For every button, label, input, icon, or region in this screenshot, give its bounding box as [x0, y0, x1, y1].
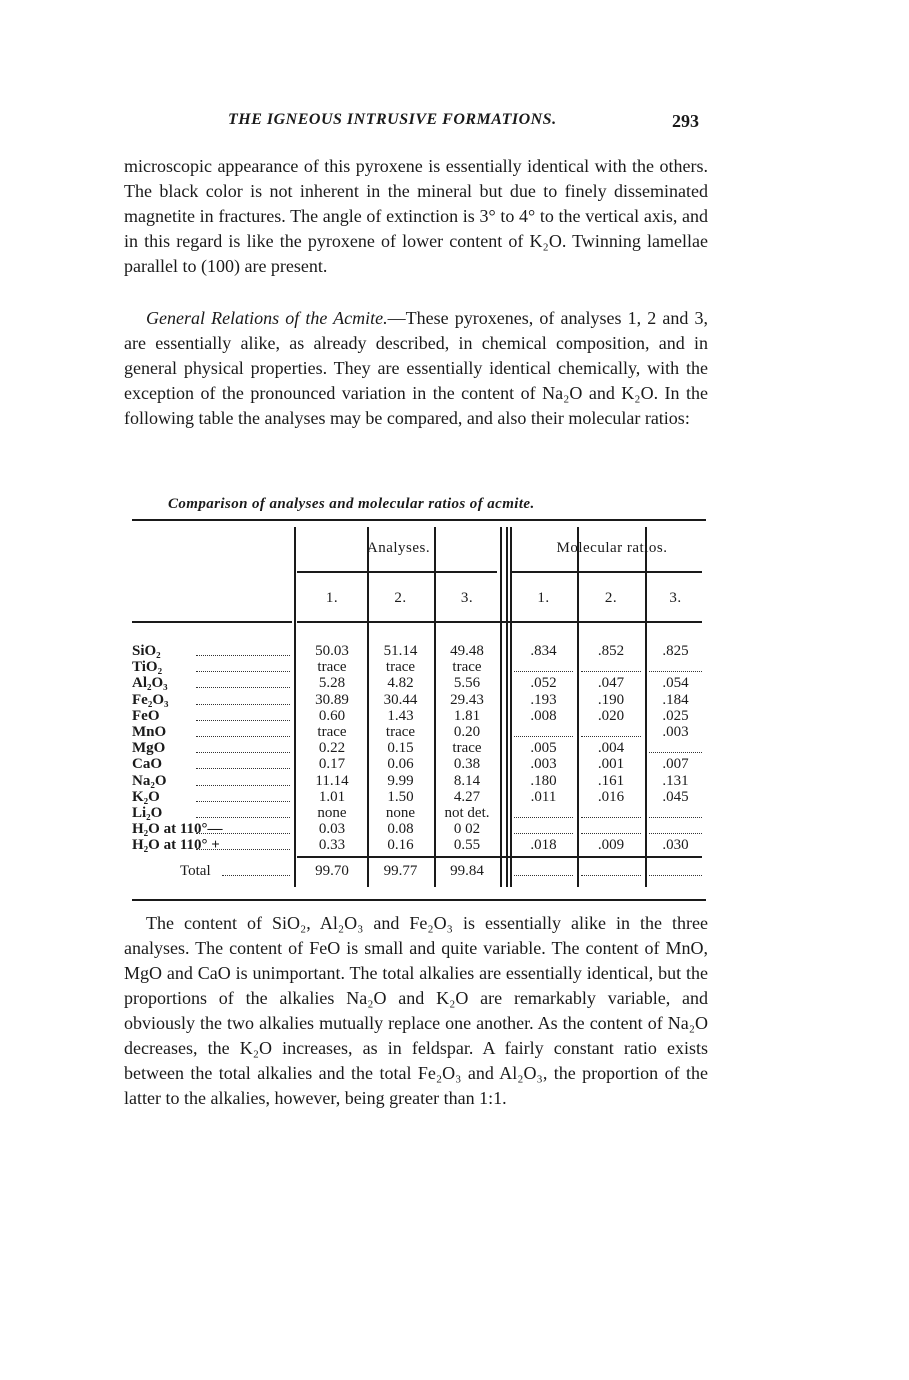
- label-leader: [196, 785, 290, 786]
- row-label: MgO: [132, 740, 166, 757]
- table-cell: 0.38: [453, 756, 481, 773]
- table-cell: trace: [385, 724, 416, 740]
- empty-cell-leader: [649, 833, 702, 834]
- paragraph-1-text: microscopic appearance of this pyroxene is essentially identical with the others. The black color is not inherent in the mineral but due to finely disseminated magnetite in fractures. The angle of extinction is 3° to 4° to the vertical axis, and in this regard is like the pyroxene of lower content of K₂O. Twinning lamellae parallel to (100) are present.: [124, 156, 708, 276]
- table-cell: .054: [662, 675, 689, 692]
- paragraph-2-text: —These pyroxenes, of analyses 1, 2 and 3, are essentially alike, as already described, in chemical composition, and in general physical properties. They are essentially identical chemically, with the exception of the pronounced variation in the content of Na₂O and K₂O. In the following table the analyses may be compared, and also their molecular ratios:: [124, 308, 708, 428]
- empty-cell-leader: [649, 752, 702, 753]
- molecular-ratios-header: Molecular ratios.: [556, 540, 668, 556]
- table-cell: .003: [530, 756, 557, 773]
- table-cell: .852: [597, 643, 625, 659]
- table-cell: .003: [662, 724, 689, 740]
- table-cell: trace: [452, 659, 482, 676]
- paragraph-3-text: The content of SiO₂, Al₂O₃ and Fe₂O₃ is essentially alike in the three analyses. The content of FeO is small and quite variable. The content of MnO, MgO and CaO is unimportant. The total alkalies are essentially identical, but the proportions of the alkalies Na₂O and K₂O are remarkably variable, and obviously the two alkalies mutually replace one another. As the content of Na₂O decreases, the K₂O increases, as in feldspar. A fairly constant ratio exists between the total alkalies and the total Fe₂O₃ and Al₂O₃, the proportion of the latter to the alkalies, however, being greater than 1:1.: [124, 913, 708, 1108]
- table-cell: .180: [530, 772, 557, 789]
- total-leader: [222, 875, 290, 876]
- row-label: Li₂O: [132, 805, 163, 821]
- table-cell: 0.15: [387, 740, 414, 757]
- row-label: CaO: [132, 756, 162, 773]
- table-caption: Comparison of analyses and molecular ratios of acmite.: [168, 496, 535, 512]
- row-label: TiO₂: [132, 659, 163, 676]
- column-number: 1.: [325, 590, 339, 606]
- table-cell: 0.08: [387, 821, 414, 838]
- column-rule: [500, 527, 502, 887]
- table-cell: .045: [662, 788, 689, 805]
- table-cell: none: [385, 805, 416, 821]
- table-cell: 0.06: [387, 756, 414, 773]
- total-cell: 99.77: [383, 863, 418, 879]
- table-cell: 0.60: [318, 707, 346, 724]
- table-cell: .825: [662, 643, 689, 659]
- paragraph-1: [124, 154, 708, 279]
- row-label: SiO₂: [132, 643, 161, 659]
- column-number-rule: [297, 621, 702, 623]
- label-leader: [196, 736, 290, 737]
- label-leader: [196, 720, 290, 721]
- column-rule: [506, 527, 508, 887]
- column-number-rule: [132, 621, 292, 623]
- table-cell: 0.55: [453, 837, 481, 854]
- table-cell: .184: [662, 691, 689, 708]
- label-leader: [196, 655, 290, 656]
- table-cell: 0.33: [318, 837, 346, 854]
- label-leader: [196, 801, 290, 802]
- analysis-table: [122, 519, 708, 909]
- table-cell: .025: [662, 707, 689, 724]
- empty-cell-leader: [581, 736, 641, 737]
- empty-cell-leader: [649, 671, 702, 672]
- table-cell: 0.16: [387, 837, 414, 854]
- label-leader: [196, 768, 290, 769]
- table-cell: 1.01: [318, 788, 346, 805]
- total-rule: [297, 856, 702, 858]
- paragraph-3: [124, 911, 708, 1111]
- section-heading: General Relations of the Acmite.: [146, 308, 388, 328]
- analyses-header: Analyses.: [366, 540, 431, 556]
- empty-cell-leader: [581, 833, 641, 834]
- page-number: 293: [672, 111, 699, 131]
- table-cell: .193: [530, 691, 557, 708]
- column-number: 1.: [537, 590, 550, 606]
- table-cell: .018: [530, 837, 557, 854]
- table-cell: 0.20: [453, 724, 481, 740]
- table-cell: not det.: [444, 805, 490, 821]
- table-cell: none: [317, 805, 347, 821]
- table-cell: .020: [597, 707, 625, 724]
- running-head: THE IGNEOUS INTRUSIVE FORMATIONS.: [228, 111, 557, 128]
- table-top-rule: [132, 519, 706, 521]
- total-cell: 99.84: [450, 863, 484, 879]
- group-header-rule: [297, 571, 497, 573]
- table-cell: trace: [452, 740, 482, 757]
- table-cell: 11.14: [315, 772, 349, 789]
- empty-cell-leader: [581, 817, 641, 818]
- label-leader: [196, 849, 290, 850]
- row-label: Fe₂O₃: [132, 691, 169, 708]
- table-cell: 5.28: [318, 675, 346, 692]
- label-leader: [196, 752, 290, 753]
- row-label: K₂O: [132, 788, 160, 805]
- table-cell: trace: [317, 659, 347, 676]
- empty-total-leader: [581, 875, 641, 876]
- table-cell: 30.44: [383, 691, 418, 708]
- table-cell: .834: [530, 643, 557, 659]
- empty-cell-leader: [514, 817, 573, 818]
- table-cell: 29.43: [450, 691, 484, 708]
- total-label: Total: [180, 863, 211, 879]
- table-cell: 0.22: [318, 740, 346, 757]
- table-cell: 8.14: [453, 772, 481, 789]
- table-cell: 51.14: [383, 643, 418, 659]
- table-cell: .007: [662, 756, 689, 773]
- table-cell: .005: [530, 740, 557, 757]
- row-label: H₂O at 110°—: [132, 821, 223, 838]
- table-cell: 1.81: [453, 707, 481, 724]
- empty-cell-leader: [649, 817, 702, 818]
- table-bottom-rule: [132, 899, 706, 901]
- table-cell: 5.56: [453, 675, 481, 692]
- table-cell: 0.17: [318, 756, 346, 773]
- table-cell: .030: [662, 837, 689, 854]
- table-cell: 4.82: [387, 675, 414, 692]
- empty-total-leader: [649, 875, 702, 876]
- column-number: 2.: [394, 590, 407, 606]
- table-cell: .004: [597, 740, 625, 757]
- label-leader: [196, 671, 290, 672]
- column-number: 3.: [460, 590, 474, 606]
- column-number: 2.: [604, 590, 618, 606]
- table-cell: trace: [385, 659, 416, 676]
- empty-cell-leader: [581, 671, 641, 672]
- table-cell: .131: [662, 772, 689, 789]
- table-cell: 0 02: [453, 821, 481, 838]
- empty-total-leader: [514, 875, 573, 876]
- table-cell: .161: [597, 772, 625, 789]
- column-number: 3.: [669, 590, 682, 606]
- empty-cell-leader: [514, 736, 573, 737]
- label-leader: [196, 687, 290, 688]
- table-cell: 4.27: [453, 788, 481, 805]
- group-header-rule: [512, 571, 702, 573]
- table-cell: .009: [597, 837, 625, 854]
- table-cell: 49.48: [450, 643, 484, 659]
- total-cell: 99.70: [315, 863, 349, 879]
- table-cell: 9.99: [387, 772, 414, 789]
- row-label: MnO: [132, 724, 167, 740]
- table-cell: 1.50: [387, 788, 414, 805]
- row-label: H₂O at 110° +: [132, 837, 220, 854]
- label-leader: [196, 833, 290, 834]
- empty-cell-leader: [514, 671, 573, 672]
- table-cell: .190: [597, 691, 625, 708]
- row-label: Na₂O: [132, 772, 167, 789]
- table-cell: .052: [530, 675, 557, 692]
- table-cell: .008: [530, 707, 557, 724]
- label-leader: [196, 704, 290, 705]
- table-cell: 0.03: [318, 821, 346, 838]
- table-cell: .011: [530, 788, 557, 805]
- row-label: FeO: [132, 707, 160, 724]
- empty-cell-leader: [514, 833, 573, 834]
- column-rule: [294, 527, 296, 887]
- table-cell: .047: [597, 675, 625, 692]
- table-cell: .016: [597, 788, 625, 805]
- row-label: Al₂O₃: [132, 675, 168, 692]
- table-cell: 30.89: [315, 691, 349, 708]
- label-leader: [196, 817, 290, 818]
- table-cell: 1.43: [387, 707, 414, 724]
- table-cell: 50.03: [315, 643, 349, 659]
- paragraph-2: [124, 306, 708, 431]
- table-cell: trace: [317, 724, 347, 740]
- table-cell: .001: [597, 756, 625, 773]
